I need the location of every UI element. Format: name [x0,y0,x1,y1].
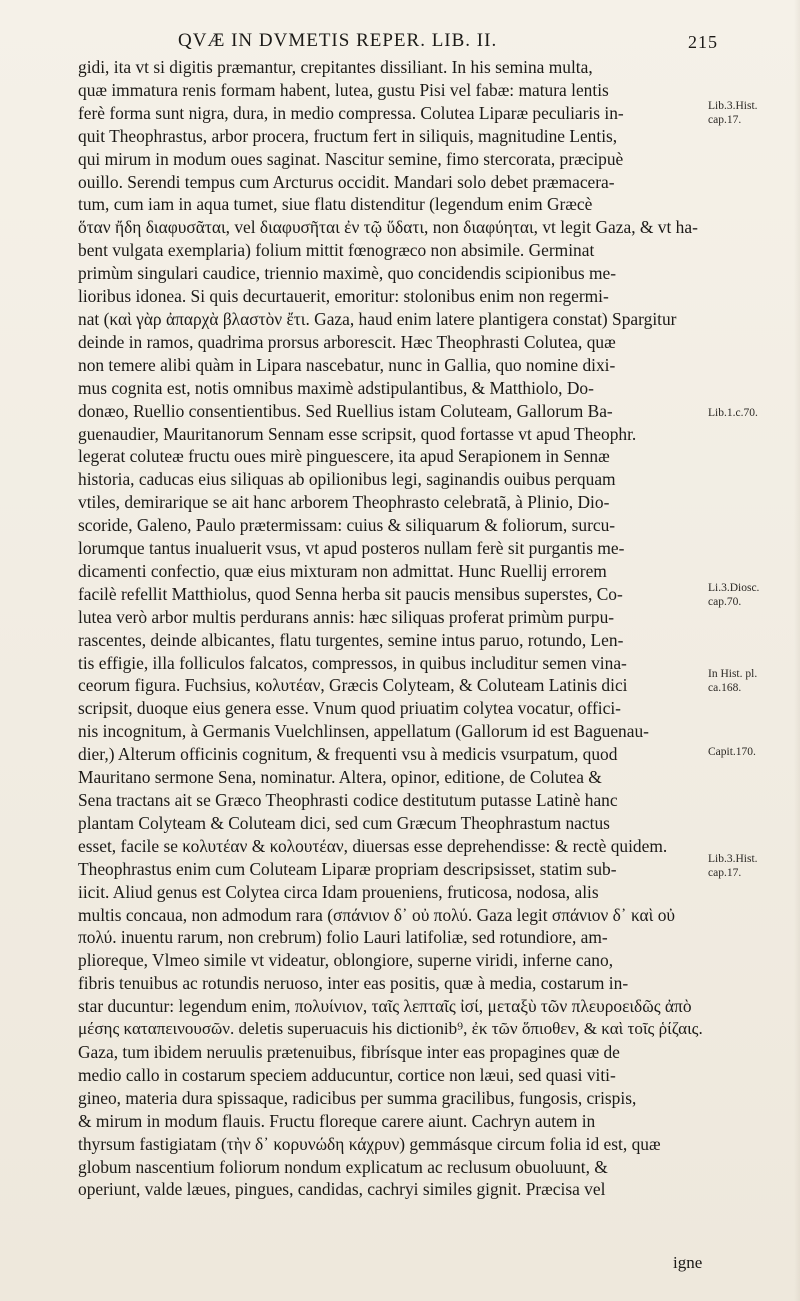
margin-note-line: Lib.1.c.70. [708,407,758,419]
margin-note-line: Lib.3.Hist. [708,853,758,865]
main-text-block [78,56,706,1201]
text-line: vtiles, demirarique se ait hanc arborem Theophrasto celebratã, à Plinio, Dio- [78,492,610,513]
running-title: QVÆ IN DVMETIS REPER. LIB. II. [178,30,498,51]
text-line: dicamenti confectio, quæ eius mixturam non admittat. Hunc Ruellij errorem [78,560,607,581]
text-line: plioreque, Vlmeo simile vt videatur, oblongiore, superne viridi, inferne cano, [78,950,614,971]
margin-note [708,406,796,420]
text-line: deinde in ramos, quadrima prorsus arborescit. Hæc Theophrasti Colutea, quæ [78,331,616,352]
text-line: esset, facile se κολυτέαν & κολουτέαν, diuersas esse deprehendisse: & rectè quidem. [78,835,668,856]
text-line: qui mirum in modum oues saginat. Nascitur semine, fimo stercorata, præcipuè [78,148,624,169]
margin-note [708,667,796,695]
text-line: tis effigie, illa folliculos falcatos, compressos, in quibus includitur semen vina- [78,652,627,673]
text-line: lioribus idonea. Si quis decurtauerit, emoritur: stolonibus enim non regermi- [78,286,609,307]
text-line: operiunt, valde læues, pingues, candidas, cachryi similes gignit. Præcisa vel [78,1179,606,1200]
text-line: globum nascentium foliorum nondum explicatum ac reclusum obuoluunt, & [78,1156,608,1177]
text-line: quæ immatura renis formam habent, lutea, gustu Pisi vel fabæ: matura lentis [78,79,609,100]
text-line: guenaudier, Mauritanorum Sennam esse scripsit, quod fortasse vt apud Theophr. [78,423,637,444]
margin-note-line: Li.3.Diosc. [708,582,760,594]
margin-note [708,581,796,609]
text-line: lorumque tantus inualuerit vsus, vt apud posteros nullam ferè sit purgantis me- [78,538,625,559]
text-line: gidi, ita vt si digitis præmantur, crepitantes dissiliant. In his semina multa, [78,57,593,77]
text-line: star ducuntur: legendum enim, πολυίνιον, ταῖς λεπταῖς ἰσί, μεταξὺ τῶν πλευροειδῶς ἀπὸ [78,996,692,1017]
margin-note-line: In Hist. pl. [708,668,758,680]
text-line: non temere alibi quàm in Lipara nascebatur, nunc in Gallia, quo nomine dixi- [78,354,616,375]
text-line: dier,) Alterum officinis cognitum, & frequenti vsu à medicis vsurpatum, quod [78,744,618,765]
text-line: thyrsum fastigiatam (τὴν δ᾽ κορυνώδη κάχρυν) gemmásque circum folia id est, quæ [78,1133,661,1154]
text-line: nat (καὶ γὰρ ἀπαρχὰ βλαστὸν ἔτι. Gaza, haud enim latere plantigera constat) Spargitur [78,308,677,329]
text-line: & mirum in modum flauis. Fructu floreque carere aiunt. Cachryn autem in [78,1110,596,1131]
text-line: tum, cum iam in aqua tumet, siue flatu distenditur (legendum enim Græcè [78,194,593,215]
margin-note-line: Capit.170. [708,746,756,758]
text-line: primùm singulari caudice, triennio maximè, quo concidendis scipionibus me- [78,263,617,284]
text-line: bent vulgata exemplaria) folium mittit fœnogræco non absimile. Germinat [78,240,595,261]
text-line: mus cognita est, notis omnibus maximè adstipulantibus, & Matthiolo, Do- [78,377,594,398]
running-head [178,30,728,52]
text-line: πολύ. inuentu rarum, non crebrum) folio Lauri latifoliæ, sed rotundiore, am- [78,927,608,948]
text-line: medio callo in costarum speciem adducuntur, cortice non læui, sed quasi viti- [78,1064,616,1085]
text-line: scripsit, duoque eius genera esse. Vnum quod priuatim colytea vocatur, offici- [78,698,621,719]
paper-edge-shadow [794,0,800,1301]
margin-note-line: cap.17. [708,867,742,879]
text-line: scoride, Galeno, Paulo prætermissam: cuius & siliquarum & foliorum, surcu- [78,515,616,536]
margin-note [708,99,796,127]
margin-note-line: cap.70. [708,596,742,608]
text-line: facilè refellit Matthiolus, quod Senna herba sit paucis mensibus superstes, Co- [78,583,623,604]
text-line: ouillo. Serendi tempus cum Arcturus occidit. Mandari solo debet præmacera- [78,171,615,192]
text-line: rascentes, deinde albicantes, flatu turgentes, semine intus paruo, rotundo, Len- [78,629,624,650]
text-line: Gaza, tum ibidem neruulis prætenuibus, fibrísque inter eas propagines quæ de [78,1041,620,1062]
text-line: μέσης καταπεινουσῶν. deletis superuacuis his dictionib⁹, ἐκ τῶν ὅπιοθεν, & καὶ τοῖς ῥίζαις. [78,1019,703,1039]
text-line: ceorum figura. Fuchsius, κολυτέαν, Græcis Colyteam, & Coluteam Latinis dici [78,675,628,696]
margin-note-line: cap.17. [708,114,742,126]
margin-note [708,745,796,759]
text-line: nis incognitum, à Germanis Vuelchlinsen, appellatum (Gallorum id est Baguenau- [78,721,649,742]
text-line: ferè forma sunt nigra, dura, in medio compressa. Colutea Liparæ peculiaris in- [78,102,624,123]
text-line: legerat coluteæ fructu oues mirè pinguescere, ita apud Serapionem in Sennæ [78,446,610,467]
text-line: quit Theophrastus, arbor procera, fructum fert in siliquis, magnitudine Lentis, [78,125,618,146]
margin-note-line: ca.168. [708,682,742,694]
margin-note-line: Lib.3.Hist. [708,100,758,112]
catchword: igne [673,1253,703,1272]
text-line: multis concaua, non admodum rara (σπάνιον δ᾽ οὐ πολύ. Gaza legit σπάνιον δ᾽ καὶ οὐ [78,904,676,925]
text-line: iicit. Aliud genus est Colytea circa Idam proueniens, fruticosa, nodosa, alis [78,881,599,902]
text-line: donæo, Ruellio consentientibus. Sed Ruellius istam Coluteam, Gallorum Ba- [78,400,613,421]
text-line: fibris tenuibus ac rotundis neruoso, inter eas positis, quæ à media, costarum in- [78,973,629,994]
text-line: plantam Colyteam & Coluteam dici, sed cum Græcum Theophrastum nactus [78,812,610,833]
text-line: Sena tractans ait se Græco Theophrasti codice destitutum putasse Latinè hanc [78,790,618,810]
text-line: gineo, materia dura spissaque, radicibus per summa gracilibus, fungosis, crispis, [78,1087,637,1108]
text-line: historia, caducas eius siliquas ab opilionibus legi, saginandis ouibus perquam [78,469,616,490]
margin-note [708,852,796,880]
text-line: Theophrastus enim cum Coluteam Liparæ propriam descripsisset, statim sub- [78,858,617,879]
text-line: lutea verò arbor multis perdurans annis: hæc siliquas proferat primùm purpu- [78,606,615,627]
page-number: 215 [688,32,718,52]
text-line: ὅταν ἤδη διαφυσᾶται, vel διαφυσῆται ἐν τῷ ὕδατι, non διαφύηται, vt legit Gaza, & vt ha- [78,217,698,238]
text-line: Mauritano sermone Sena, nominatur. Altera, opinor, editione, de Colutea & [78,767,602,788]
